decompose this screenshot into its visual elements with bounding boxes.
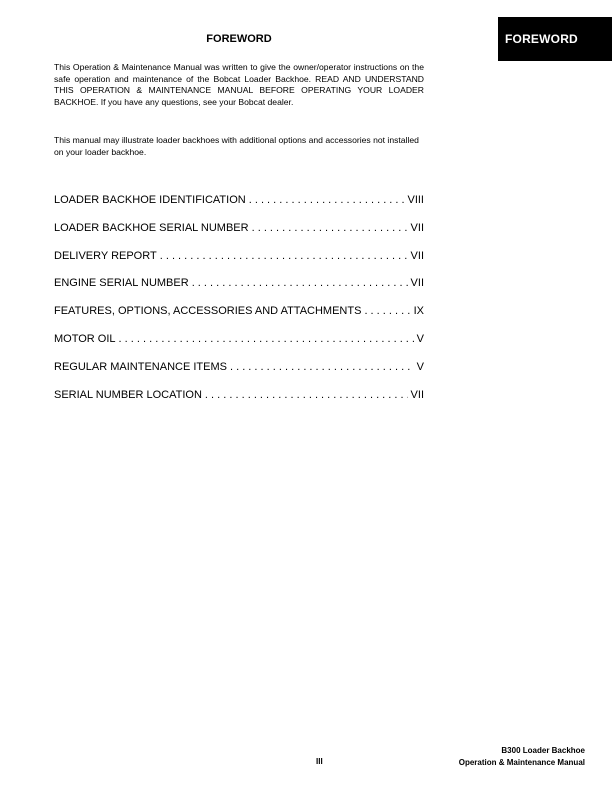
page-title: FOREWORD xyxy=(206,33,272,45)
toc-entry-page: VIII xyxy=(407,194,424,206)
toc-dot-leader xyxy=(119,333,414,345)
toc-entry-title: DELIVERY REPORT xyxy=(54,249,157,262)
toc-entry-delivery-report[interactable] xyxy=(54,250,424,278)
toc-entry-title: FEATURES, OPTIONS, ACCESSORIES AND ATTACHMENTS xyxy=(54,305,362,318)
toc-entry-page: VII xyxy=(410,249,424,262)
toc-dot-leader xyxy=(230,361,414,373)
toc-dot-leader xyxy=(364,305,410,317)
toc-entry-page: VII xyxy=(410,388,424,401)
toc-entry-page: VII xyxy=(410,277,424,290)
toc-entry-title: MOTOR OIL xyxy=(54,332,116,345)
table-of-contents xyxy=(54,194,424,416)
footer-manual-name: Operation & Maintenance Manual xyxy=(458,757,585,767)
toc-entry-page: IX xyxy=(413,305,424,318)
toc-entry-page: V xyxy=(416,360,424,373)
toc-dot-leader xyxy=(205,389,408,401)
toc-entry-title: SERIAL NUMBER LOCATION xyxy=(54,388,202,401)
toc-entry-loader-backhoe-identification[interactable] xyxy=(54,194,424,222)
toc-entry-engine-serial-number[interactable] xyxy=(54,277,424,305)
toc-entry-title: LOADER BACKHOE SERIAL NUMBER xyxy=(54,221,249,234)
toc-entry-motor-oil[interactable] xyxy=(54,333,424,361)
toc-entry-features-options-accessories[interactable] xyxy=(54,305,424,333)
toc-entry-title: ENGINE SERIAL NUMBER xyxy=(54,277,189,290)
footer-manual-info xyxy=(459,745,585,768)
options-paragraph: This manual may illustrate loader backhoes with additional options and accessories not installed on your loader backhoe. xyxy=(54,135,419,157)
toc-dot-leader xyxy=(160,250,408,262)
section-tab-label: FOREWORD xyxy=(505,32,578,46)
intro-paragraph: This Operation & Maintenance Manual was written to give the owner/operator instructions on the safe operation and maintenance of the Bobcat Loader Backhoe. READ AND UNDERSTAND THIS OPERATION & MAINTENANCE MANUAL BEFORE OPERATING YOUR LOADER BACKHOE. If you have any questions, see your Bobcat dealer. xyxy=(54,62,424,107)
toc-entry-page: V xyxy=(416,332,424,345)
page-number: III xyxy=(316,757,323,766)
toc-entry-loader-backhoe-serial-number[interactable] xyxy=(54,222,424,250)
toc-entry-serial-number-location[interactable] xyxy=(54,389,424,417)
section-tab xyxy=(498,17,612,61)
toc-dot-leader xyxy=(252,222,408,234)
toc-entry-page: VII xyxy=(410,221,424,234)
toc-dot-leader xyxy=(192,277,408,289)
toc-entry-title: REGULAR MAINTENANCE ITEMS xyxy=(54,360,227,373)
toc-entry-title: LOADER BACKHOE IDENTIFICATION xyxy=(54,194,246,206)
footer-product-name: B300 Loader Backhoe xyxy=(501,746,585,755)
toc-dot-leader xyxy=(249,194,405,206)
toc-entry-regular-maintenance-items[interactable] xyxy=(54,361,424,389)
